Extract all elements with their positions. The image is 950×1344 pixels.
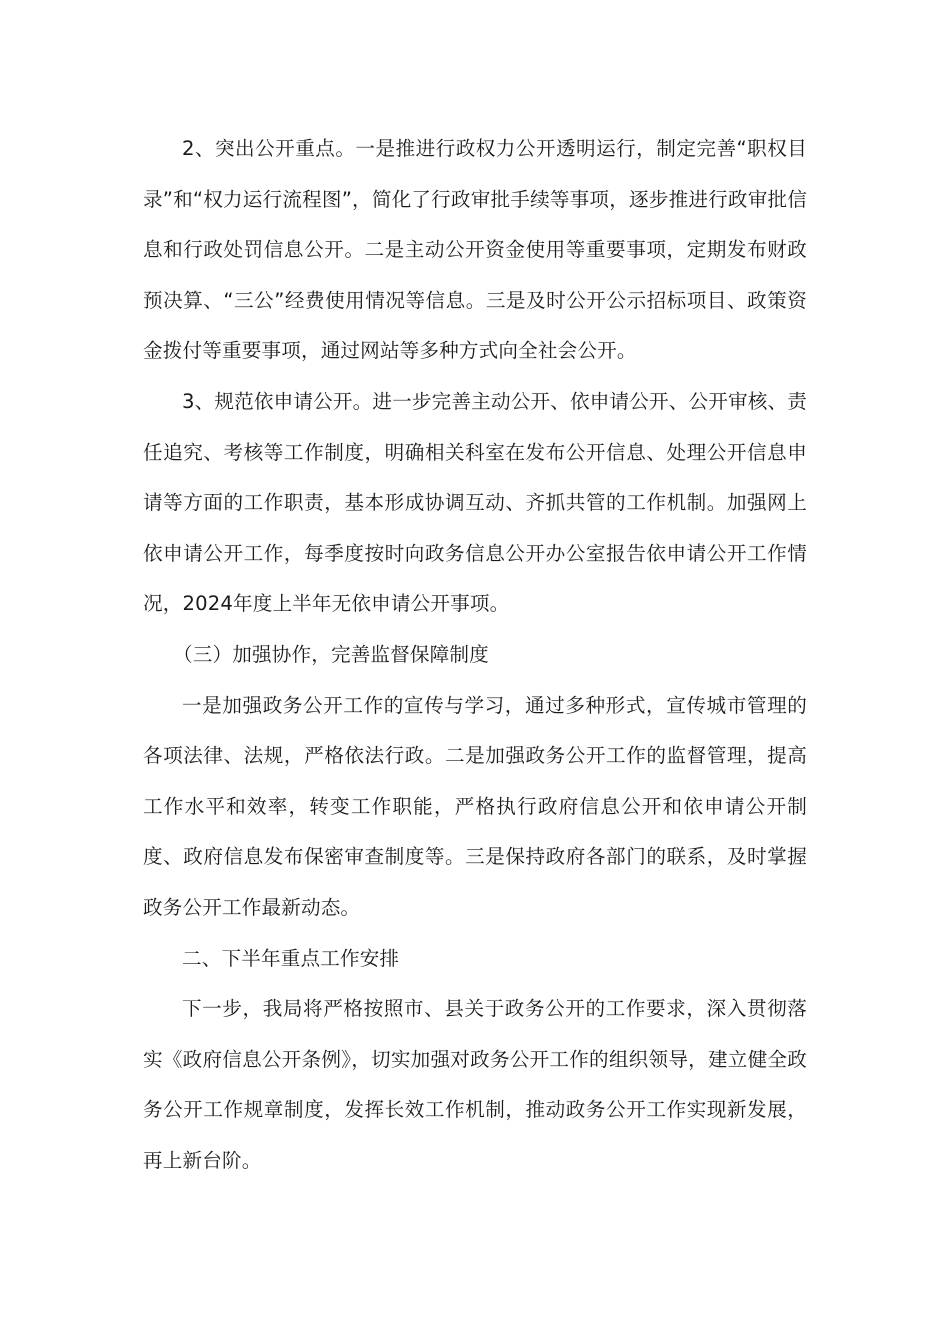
- paragraph-supervision: 一是加强政务公开工作的宣传与学习，通过多种形式，宣传城市管理的各项法律、法规，严格依法行政。二是加强政务公开工作的监督管理，提高工作水平和效率，转变工作职能，严格执行政府信息公开和依申请公开制度、政府信息发布保密审查制度等。三是保持政府各部门的联系，及时掌握政务公开工作最新动态。: [143, 693, 807, 919]
- paragraph-request-disclosure: 3、规范依申请公开。进一步完善主动公开、依申请公开、公开审核、责任追究、考核等工作制度，明确相关科室在发布公开信息、处理公开信息申请等方面的工作职责，基本形成协调互动、齐抓共管的工作机制。加强网上依申请公开工作，每季度按时向政务信息公开办公室报告依申请公开工作情况，2024年度上半年无依申请公开事项。: [143, 389, 807, 616]
- section-heading-supervision: （三）加强协作，完善监督保障制度: [173, 642, 489, 666]
- section-heading-second-half-plan: 二、下半年重点工作安排: [182, 946, 400, 970]
- document-body: [143, 124, 807, 1186]
- paragraph-next-steps: 下一步，我局将严格按照市、县关于政务公开的工作要求，深入贯彻落实《政府信息公开条例》，切实加强对政务公开工作的组织领导，建立健全政务公开工作规章制度，发挥长效工作机制，推动政务公开工作实现新发展，再上新台阶。: [143, 997, 807, 1172]
- paragraph-highlight-disclosure: 2、突出公开重点。一是推进行政权力公开透明运行，制定完善“职权目录”和“权力运行流程图”，简化了行政审批手续等事项，逐步推进行政审批信息和行政处罚信息公开。二是主动公开资金使用等重要事项，定期发布财政预决算、“三公”经费使用情况等信息。三是及时公开公示招标项目、政策资金拨付等重要事项，通过网站等多种方式向全社会公开。: [143, 137, 807, 363]
